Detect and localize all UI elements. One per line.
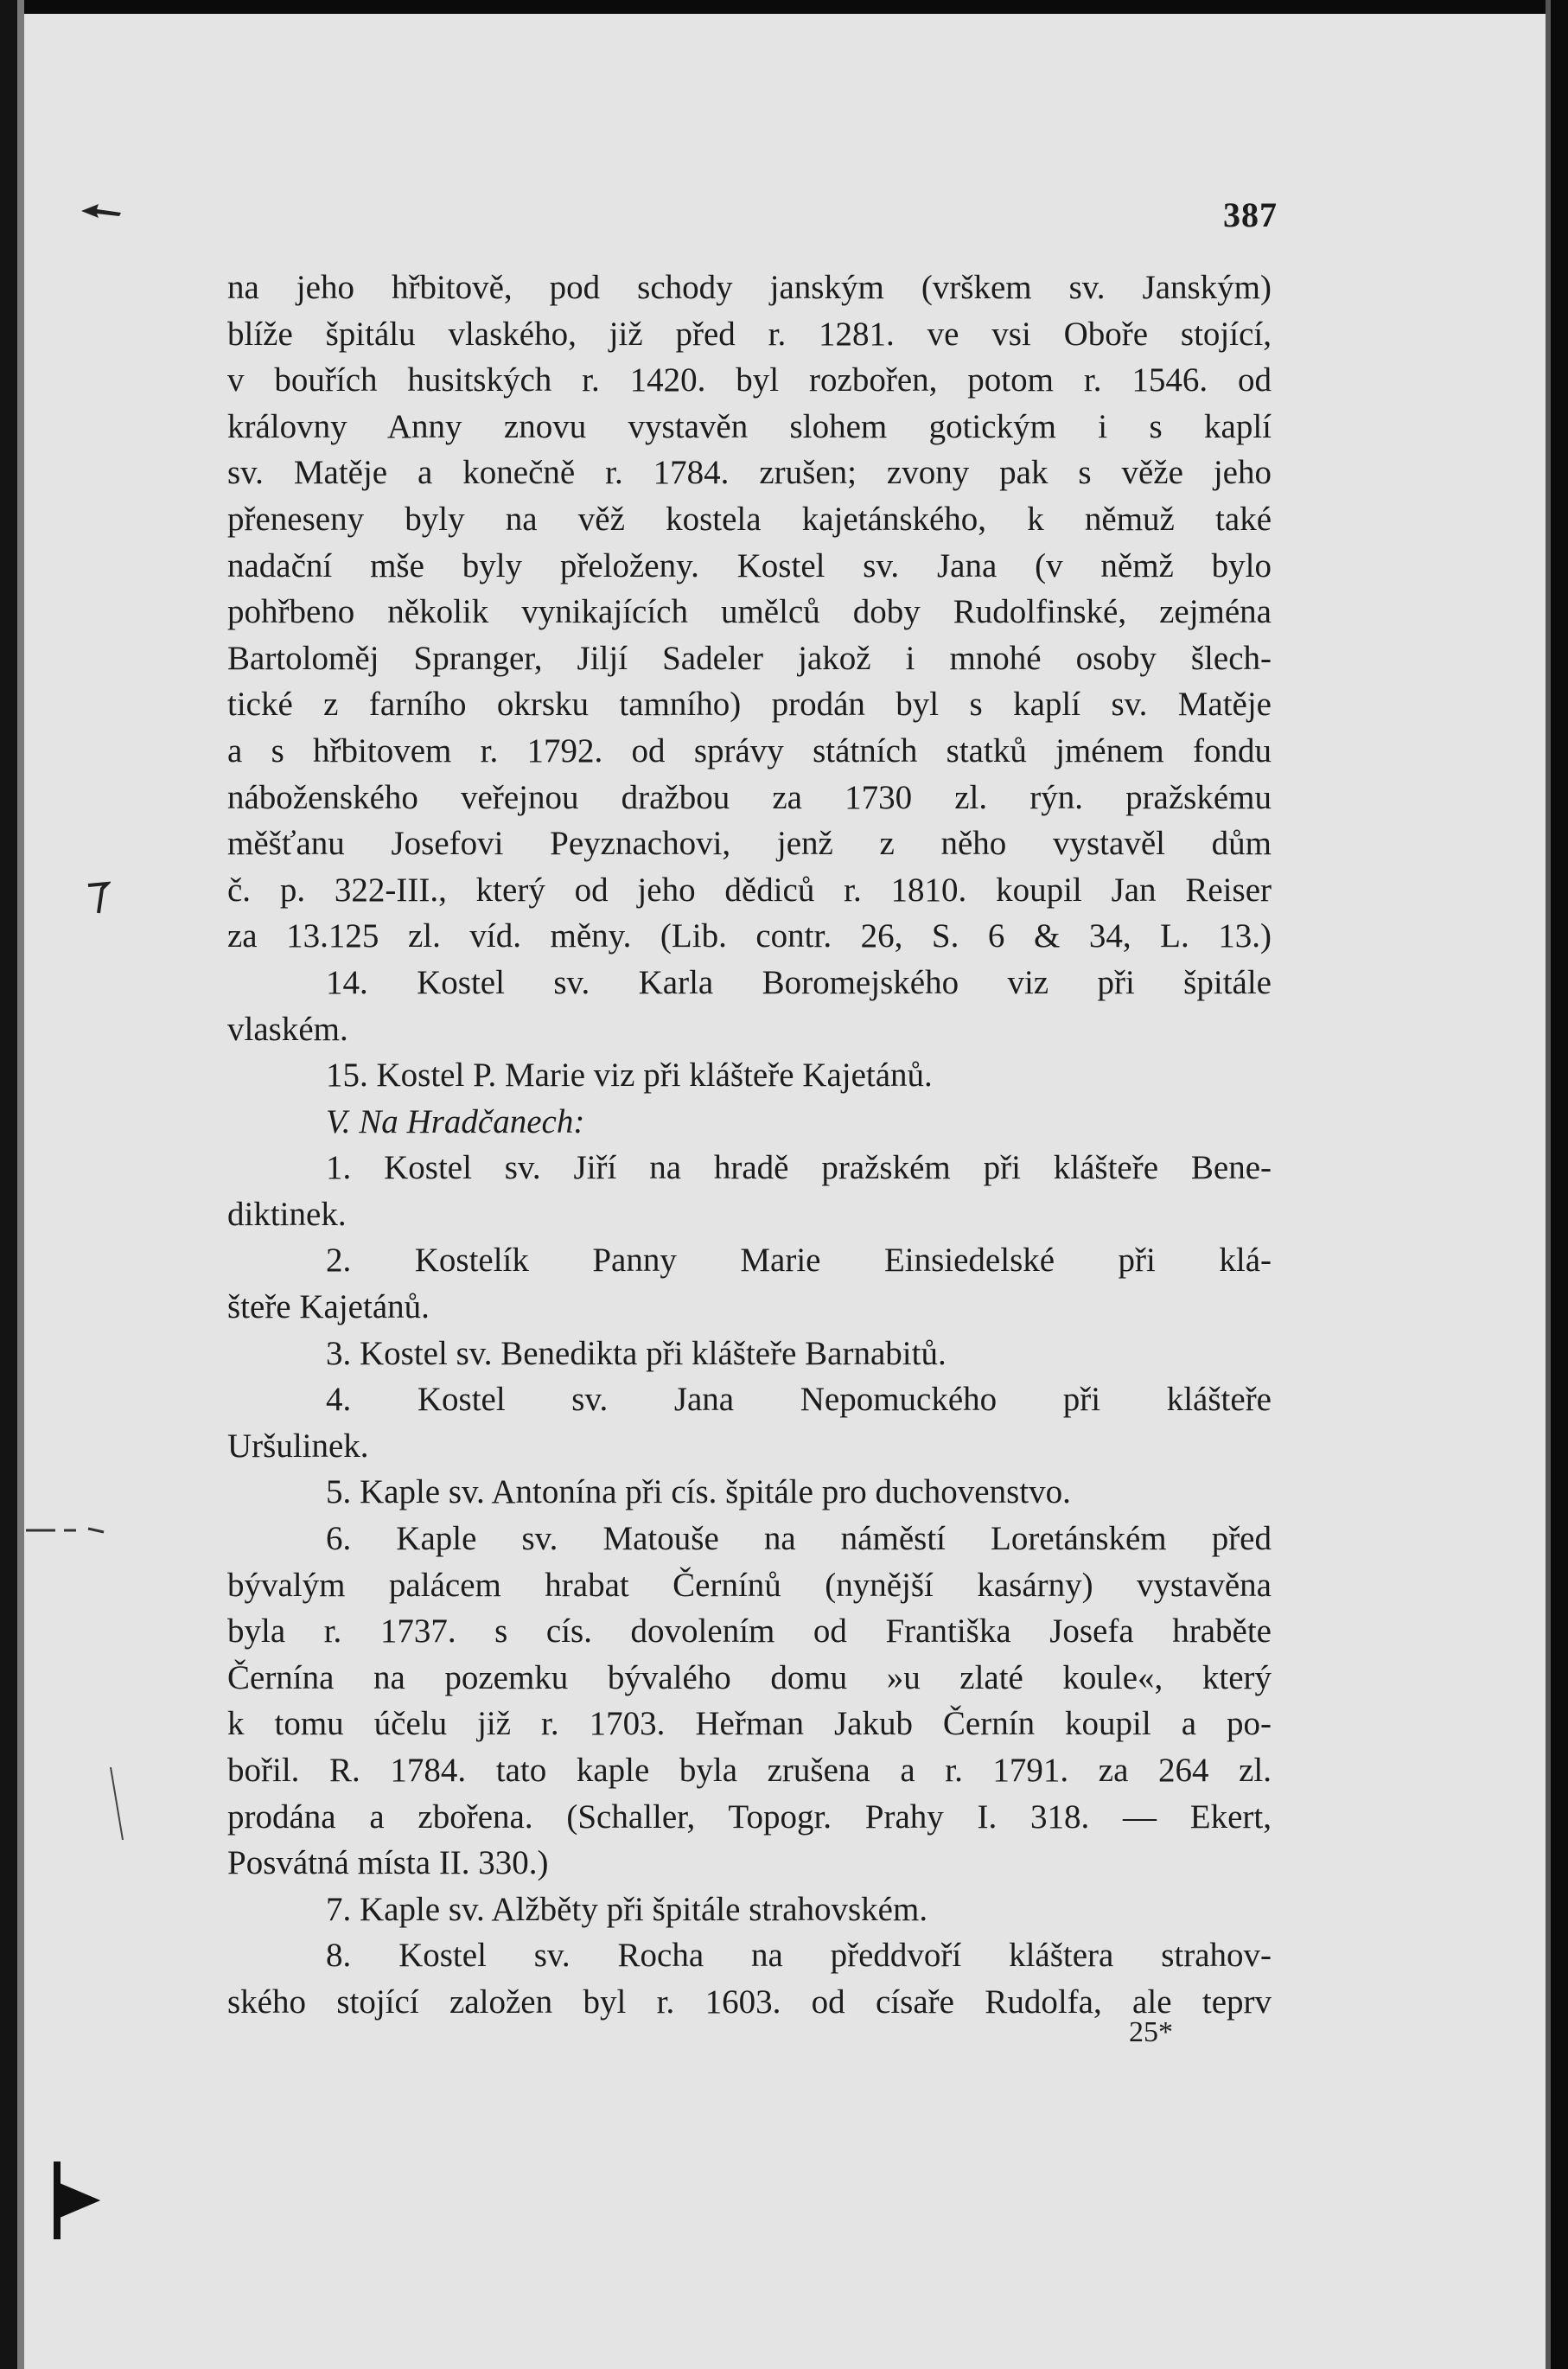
text-line: 6. Kaple sv. Matouše na náměstí Loretánském před	[326, 1520, 1272, 1558]
text-line: za 13.125 zl. víd. měny. (Lib. contr. 26, S. 6 & 34, L. 13.)	[227, 917, 1272, 955]
text-line: nadační mše byly přeloženy. Kostel sv. Jana (v němž bylo	[227, 546, 1272, 584]
text-line: č. p. 322-III., který od jeho dědiců r. 1810. koupil Jan Reiser	[227, 871, 1272, 909]
scan-frame-right-inner	[1546, 0, 1551, 2369]
margin-arrow-mark	[80, 201, 123, 221]
text-line: přeneseny byly na věž kostela kajetánského, k němuž také	[227, 500, 1272, 538]
text-line: šteře Kajetánů.	[227, 1288, 430, 1326]
text-line: Bartoloměj Spranger, Jiljí Sadeler jakož i mnohé osoby šlech-	[227, 639, 1272, 677]
text-line: Uršulinek.	[227, 1427, 369, 1465]
text-line: bývalým palácem hrabat Černínů (nynější kasárny) vystavěna	[227, 1566, 1272, 1604]
text-line: Černína na pozemku bývalého domu »u zlaté koule«, který	[227, 1658, 1272, 1696]
text-line: bořil. R. 1784. tato kaple byla zrušena a r. 1791. za 264 zl.	[227, 1752, 1272, 1789]
text-line: a s hřbitovem r. 1792. od správy státních statků jménem fondu	[227, 731, 1272, 769]
section-heading: V. Na Hradčanech:	[326, 1102, 585, 1140]
text-line: Posvátná místa II. 330.)	[227, 1844, 549, 1882]
text-line: měšťanu Josefovi Peyznachovi, jenž z něho vystavěl dům	[227, 825, 1272, 863]
text-line: 3. Kostel sv. Benedikta při klášteře Barnabitů.	[326, 1334, 947, 1372]
text-line: tické z farního okrsku tamního) prodán byl s kaplí sv. Matěje	[227, 686, 1272, 724]
text-line: 14. Kostel sv. Karla Boromejského viz při špitále	[326, 963, 1272, 1001]
text-line: sv. Matěje a konečně r. 1784. zrušen; zvony pak s věže jeho	[227, 454, 1272, 492]
margin-slash-mark	[109, 1766, 126, 1843]
scan-frame-top	[0, 0, 1568, 14]
text-line: v bouřích husitských r. 1420. byl rozbořen, potom r. 1546. od	[227, 361, 1272, 399]
scan-frame-left	[0, 0, 17, 2369]
page-number: 387	[1223, 195, 1278, 234]
text-line: vlaském.	[227, 1010, 348, 1048]
text-line: 8. Kostel sv. Rocha na předdvoří kláštera strahov-	[326, 1937, 1272, 1975]
margin-tick-mark	[85, 880, 111, 916]
text-line: blíže špitálu vlaského, již před r. 1281. ve vsi Oboře stojící,	[227, 315, 1272, 353]
margin-dash-mark	[26, 1522, 121, 1539]
text-line: diktinek.	[227, 1195, 347, 1233]
scan-frame-left-inner	[17, 0, 24, 2369]
text-line: pohřbeno několik vynikajících umělců doby Rudolfinské, zejména	[227, 593, 1272, 631]
text-line: byla r. 1737. s cís. dovolením od Františka Josefa hraběte	[227, 1612, 1272, 1651]
margin-pointer-mark	[48, 2161, 118, 2239]
text-line: k tomu účelu již r. 1703. Heřman Jakub Černín koupil a po-	[227, 1705, 1272, 1743]
text-line: ského stojící založen byl r. 1603. od císaře Rudolfa, ale teprv	[227, 1983, 1272, 2021]
text-line: 5. Kaple sv. Antonína při cís. špitále pro duchovenstvo.	[326, 1473, 1071, 1511]
printer-signature: 25*	[1129, 2016, 1173, 2048]
text-line: 7. Kaple sv. Alžběty při špitále strahovském.	[326, 1890, 928, 1928]
text-line: 1. Kostel sv. Jiří na hradě pražském při klášteře Bene-	[326, 1149, 1272, 1187]
text-line: na jeho hřbitově, pod schody janským (vrškem sv. Janským)	[227, 269, 1272, 306]
text-line: náboženského veřejnou dražbou za 1730 zl. rýn. pražskému	[227, 778, 1272, 816]
text-line: 4. Kostel sv. Jana Nepomuckého při klášteře	[326, 1381, 1272, 1419]
body-text	[227, 265, 1272, 2026]
text-line: královny Anny znovu vystavěn slohem gotickým i s kaplí	[227, 407, 1272, 445]
text-line: 2. Kostelík Panny Marie Einsiedelské při klá-	[326, 1242, 1272, 1280]
text-line: 15. Kostel P. Marie viz při klášteře Kajetánů.	[326, 1057, 933, 1095]
scan-frame-right	[1551, 0, 1568, 2369]
text-line: prodána a zbořena. (Schaller, Topogr. Prahy I. 318. — Ekert,	[227, 1798, 1272, 1836]
